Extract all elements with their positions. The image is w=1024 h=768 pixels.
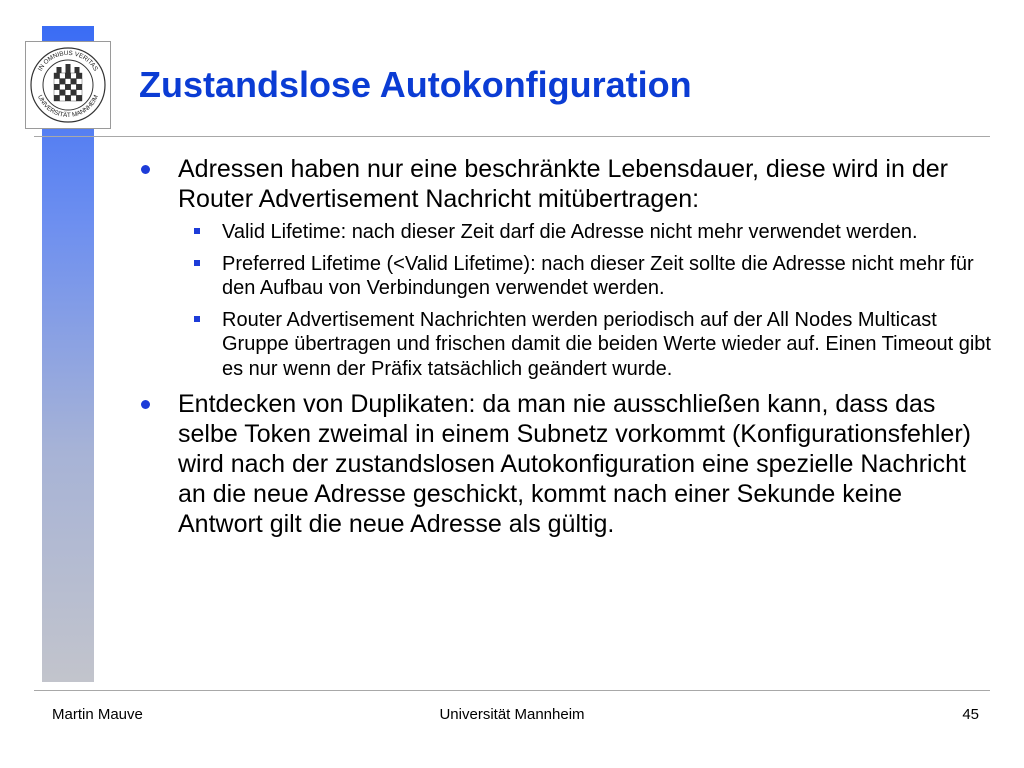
sub-bullet-text: Router Advertisement Nachrichten werden periodisch auf der All Nodes Multicast Gruppe übertragen und frischen damit die beiden Werte wieder auf. Einen Timeout gibt es nur wenn der Präfix tatsächlich geändert wurde. [222, 308, 991, 380]
bullet-text: Entdecken von Duplikaten: da man nie ausschließen kann, dass das selbe Token zweimal in einem Subnetz vorkommt (Konfigurationsfehler) wird nach der zustandslosen Autokonfiguration eine spezielle Nachricht an die neue Adresse geschickt, kommt nach einer Sekunde keine Antwort gilt die neue Adresse als gültig. [178, 390, 971, 538]
page-number: 45 [962, 706, 979, 723]
title-divider [34, 136, 990, 137]
sub-bullet-item [222, 252, 992, 301]
sub-bullet-item [222, 220, 992, 245]
sub-bullet-item [222, 308, 992, 382]
svg-text:IN OMNIBUS VERITAS: IN OMNIBUS VERITAS [36, 49, 100, 73]
footer-author: Martin Mauve [52, 706, 143, 723]
svg-text:UNIVERSITÄT MANNHEIM: UNIVERSITÄT MANNHEIM [36, 94, 100, 120]
bullet-text: Adressen haben nur eine beschränkte Lebensdauer, diese wird in der Router Advertisement Nachricht mitübertragen: [178, 155, 948, 213]
footer-divider [34, 690, 990, 691]
sub-bullet-text: Valid Lifetime: nach dieser Zeit darf die Adresse nicht mehr verwendet werden. [222, 221, 918, 243]
sub-bullet-text: Preferred Lifetime (<Valid Lifetime): nach dieser Zeit sollte die Adresse nicht mehr für den Aufbau von Verbindungen verwendet werden. [222, 252, 974, 299]
slide-title: Zustandslose Autokonfiguration [139, 64, 692, 105]
slide-body [138, 154, 991, 545]
bullet-dot-icon [141, 165, 150, 174]
footer-institution: Universität Mannheim [439, 706, 585, 723]
bullet-item [138, 389, 988, 539]
bullet-item [138, 154, 988, 214]
square-bullet-icon [194, 260, 200, 266]
square-bullet-icon [194, 316, 200, 322]
seal-emblem [54, 64, 82, 101]
university-seal-logo [25, 41, 111, 129]
bullet-dot-icon [141, 400, 150, 409]
sub-bullet-list [138, 220, 991, 381]
square-bullet-icon [194, 228, 200, 234]
